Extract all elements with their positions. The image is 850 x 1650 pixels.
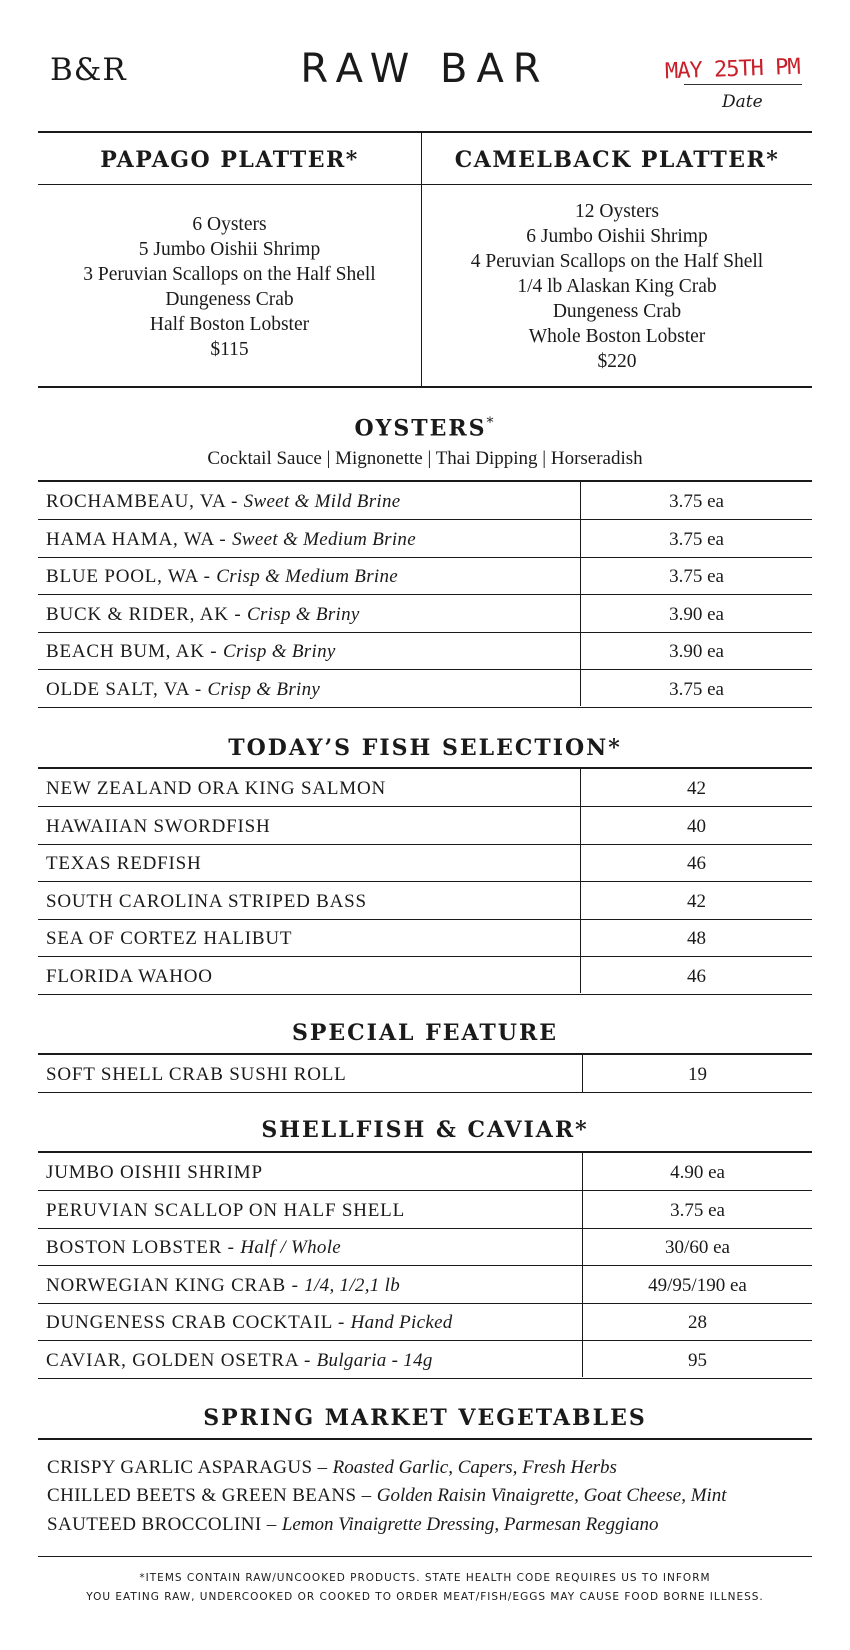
- date-label: Date: [722, 92, 763, 112]
- table-row: [38, 957, 812, 995]
- oysters-title-text: OYSTERS: [354, 415, 487, 442]
- vegetables-top-rule: [38, 1438, 812, 1440]
- item-price: 4.90 ea: [670, 1162, 725, 1183]
- item-price: 95: [688, 1350, 707, 1371]
- item-price: 46: [687, 853, 706, 874]
- item-description: Sweet & Mild Brine: [243, 491, 401, 512]
- platter-item: 6 Jumbo Oishii Shrimp: [526, 226, 708, 247]
- camelback-platter-title: CAMELBACK PLATTER*: [454, 147, 780, 173]
- table-row: [38, 807, 812, 845]
- platter-item: Dungeness Crab: [552, 301, 682, 322]
- table-row: OLDE SALT, VA - Crisp & Briny 3.75 ea: [38, 670, 812, 708]
- platter-item: 5 Jumbo Oishii Shrimp: [138, 239, 321, 260]
- platter-item: 4 Peruvian Scallops on the Half Shell: [470, 251, 764, 272]
- item-name: SAUTEED BROCCOLINI: [47, 1514, 262, 1535]
- item-price: 28: [688, 1312, 707, 1333]
- item-description: 1/4, 1/2,1 lb: [304, 1275, 401, 1296]
- item-name: SOFT SHELL CRAB SUSHI ROLL: [46, 1064, 347, 1085]
- item-price: 3.75 ea: [669, 566, 724, 587]
- table-row: BLUE POOL, WA - Crisp & Medium Brine 3.75 ea: [38, 557, 812, 595]
- table-row: BUCK & RIDER, AK - Crisp & Briny 3.90 ea: [38, 595, 812, 633]
- platter-item: 3 Peruvian Scallops on the Half Shell: [83, 264, 376, 285]
- table-row: DUNGENESS CRAB COCKTAIL - Hand Picked 28: [38, 1303, 812, 1341]
- papago-platter-title: PAPAGO PLATTER*: [100, 147, 359, 173]
- page-title: RAW BAR: [300, 46, 550, 92]
- item-description: Half / Whole: [240, 1237, 342, 1258]
- oysters-section-title: [0, 415, 850, 441]
- item-name: CRISPY GARLIC ASPARAGUS: [47, 1457, 313, 1478]
- date-underline: [684, 84, 802, 85]
- item-name: SEA OF CORTEZ HALIBUT: [46, 928, 293, 949]
- table-row: [38, 882, 812, 920]
- list-item: CHILLED BEETS & GREEN BEANS – Golden Raisin Vinaigrette, Goat Cheese, Mint: [47, 1485, 727, 1506]
- platter-item: Dungeness Crab: [165, 289, 294, 310]
- handwritten-date: MAY 25TH PM: [664, 54, 801, 85]
- item-price: 3.75 ea: [669, 529, 724, 550]
- item-price: 3.90 ea: [669, 604, 724, 625]
- item-description: Crisp & Briny: [207, 679, 321, 700]
- table-row: NORWEGIAN KING CRAB - 1/4, 1/2,1 lb 49/95/190 ea: [38, 1266, 812, 1304]
- item-name: TEXAS REDFISH: [46, 853, 202, 874]
- item-price: 48: [687, 928, 706, 949]
- item-price: 49/95/190 ea: [648, 1275, 747, 1296]
- item-price: 42: [687, 891, 706, 912]
- platter-item: 6 Oysters: [192, 214, 267, 235]
- platters-top-rule: [38, 131, 812, 133]
- item-name: HAMA HAMA, WA: [46, 529, 214, 550]
- table-row: [38, 1153, 812, 1191]
- platter-price: $220: [597, 351, 637, 372]
- platter-price: $115: [210, 339, 249, 360]
- item-price: 3.75 ea: [669, 491, 724, 512]
- item-description: Bulgaria - 14g: [316, 1350, 433, 1371]
- item-price: 3.75 ea: [669, 679, 724, 700]
- vegetables-section-title: SPRING MARKET VEGETABLES: [203, 1405, 647, 1431]
- platter-item: 12 Oysters: [575, 201, 659, 222]
- platter-item: 1/4 lb Alaskan King Crab: [517, 276, 717, 297]
- item-name: BLUE POOL, WA: [46, 566, 199, 587]
- item-name: JUMBO OISHII SHRIMP: [46, 1162, 263, 1183]
- item-name: NORWEGIAN KING CRAB: [46, 1275, 287, 1296]
- item-description: Lemon Vinaigrette Dressing, Parmesan Reggiano: [281, 1514, 659, 1535]
- table-row: [38, 769, 812, 807]
- table-row: [38, 1055, 812, 1093]
- item-name: BEACH BUM, AK: [46, 641, 205, 662]
- item-name: CAVIAR, GOLDEN OSETRA: [46, 1350, 299, 1371]
- item-description: Crisp & Briny: [222, 641, 336, 662]
- item-description: Roasted Garlic, Capers, Fresh Herbs: [332, 1457, 617, 1478]
- item-name: PERUVIAN SCALLOP ON HALF SHELL: [46, 1200, 405, 1221]
- camelback-platter-contents: [422, 199, 812, 374]
- item-price: 30/60 ea: [665, 1237, 730, 1258]
- item-name: HAWAIIAN SWORDFISH: [46, 816, 271, 837]
- list-item: CRISPY GARLIC ASPARAGUS – Roasted Garlic, Capers, Fresh Herbs: [47, 1457, 617, 1478]
- health-disclaimer-line-2: YOU EATING RAW, UNDERCOOKED OR COOKED TO ORDER MEAT/FISH/EGGS MAY CAUSE FOOD BORNE ILLNESS.: [86, 1591, 764, 1603]
- item-price: 40: [687, 816, 706, 837]
- item-description: Crisp & Medium Brine: [216, 566, 399, 587]
- item-name: CHILLED BEETS & GREEN BEANS: [47, 1485, 357, 1506]
- item-price: 46: [687, 966, 706, 987]
- item-price: 3.75 ea: [670, 1200, 725, 1221]
- item-description: Crisp & Briny: [247, 604, 360, 625]
- item-price: 42: [687, 778, 706, 799]
- shellfish-section-title: SHELLFISH & CAVIAR*: [261, 1117, 589, 1143]
- table-row: BEACH BUM, AK - Crisp & Briny 3.90 ea: [38, 632, 812, 670]
- item-name: ROCHAMBEAU, VA: [46, 491, 226, 512]
- platters-bottom-rule: [38, 386, 812, 388]
- item-name: BOSTON LOBSTER: [46, 1237, 223, 1258]
- health-disclaimer-line-1: *ITEMS CONTAIN RAW/UNCOOKED PRODUCTS. STATE HEALTH CODE REQUIRES US TO INFORM: [139, 1572, 711, 1584]
- list-item: SAUTEED BROCCOLINI – Lemon Vinaigrette Dressing, Parmesan Reggiano: [47, 1514, 659, 1535]
- table-row: [38, 1191, 812, 1229]
- platter-item: Whole Boston Lobster: [528, 326, 706, 347]
- table-row: BOSTON LOBSTER - Half / Whole 30/60 ea: [38, 1228, 812, 1266]
- item-description: Hand Picked: [350, 1312, 453, 1333]
- platters-header-rule: [38, 184, 812, 185]
- table-row: HAMA HAMA, WA - Sweet & Medium Brine 3.75 ea: [38, 520, 812, 558]
- table-row: ROCHAMBEAU, VA - Sweet & Mild Brine 3.75 ea: [38, 482, 812, 520]
- fish-section-title: TODAY’S FISH SELECTION*: [228, 735, 622, 761]
- item-name: SOUTH CAROLINA STRIPED BASS: [46, 891, 367, 912]
- table-row: [38, 919, 812, 957]
- item-name: BUCK & RIDER, AK: [46, 604, 229, 625]
- oyster-sauces: Cocktail Sauce | Mignonette | Thai Dipping | Horseradish: [207, 448, 643, 469]
- item-description: Golden Raisin Vinaigrette, Goat Cheese, Mint: [376, 1485, 727, 1506]
- special-section-title: SPECIAL FEATURE: [291, 1020, 559, 1046]
- footnote-top-rule: [38, 1556, 812, 1557]
- restaurant-logo: B&R: [50, 52, 127, 88]
- table-row: [38, 844, 812, 882]
- item-name: OLDE SALT, VA: [46, 679, 190, 700]
- platter-item: Half Boston Lobster: [149, 314, 310, 335]
- oysters-asterisk: *: [486, 415, 496, 431]
- table-row: CAVIAR, GOLDEN OSETRA - Bulgaria - 14g 95: [38, 1341, 812, 1379]
- item-name: DUNGENESS CRAB COCKTAIL: [46, 1312, 333, 1333]
- item-price: 19: [688, 1064, 707, 1085]
- item-name: FLORIDA WAHOO: [46, 966, 213, 987]
- item-price: 3.90 ea: [669, 641, 724, 662]
- papago-platter-contents: [38, 212, 421, 362]
- item-name: NEW ZEALAND ORA KING SALMON: [46, 778, 387, 799]
- item-description: Sweet & Medium Brine: [232, 529, 416, 550]
